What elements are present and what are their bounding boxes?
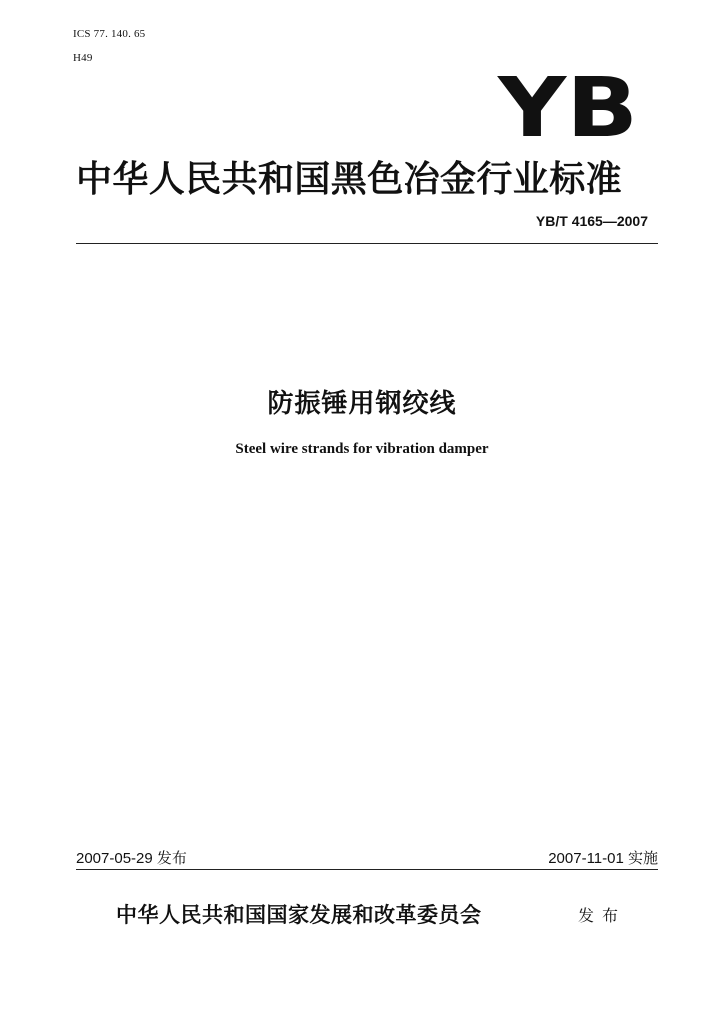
publish-action: 发布 (578, 906, 627, 925)
bottom-divider (76, 869, 658, 870)
implementation-date: 2007-11-01 实施 (548, 850, 658, 867)
industry-standard-title: 中华人民共和国黑色冶金行业标准 (76, 159, 623, 200)
yb-logo-text: YB (496, 61, 638, 156)
ics-code: ICS 77. 140. 65 (73, 28, 146, 40)
publisher-name: 中华人民共和国国家发展和改革委员会 (116, 902, 482, 927)
top-divider (76, 243, 658, 244)
issue-date: 2007-05-29 发布 (76, 850, 187, 867)
chinese-title: 防振锤用钢绞线 (267, 389, 457, 419)
english-title: Steel wire strands for vibration damper (235, 441, 489, 457)
standard-number: YB/T 4165—2007 (535, 213, 648, 229)
yb-logo (496, 61, 638, 156)
ccs-code: H49 (73, 52, 93, 64)
